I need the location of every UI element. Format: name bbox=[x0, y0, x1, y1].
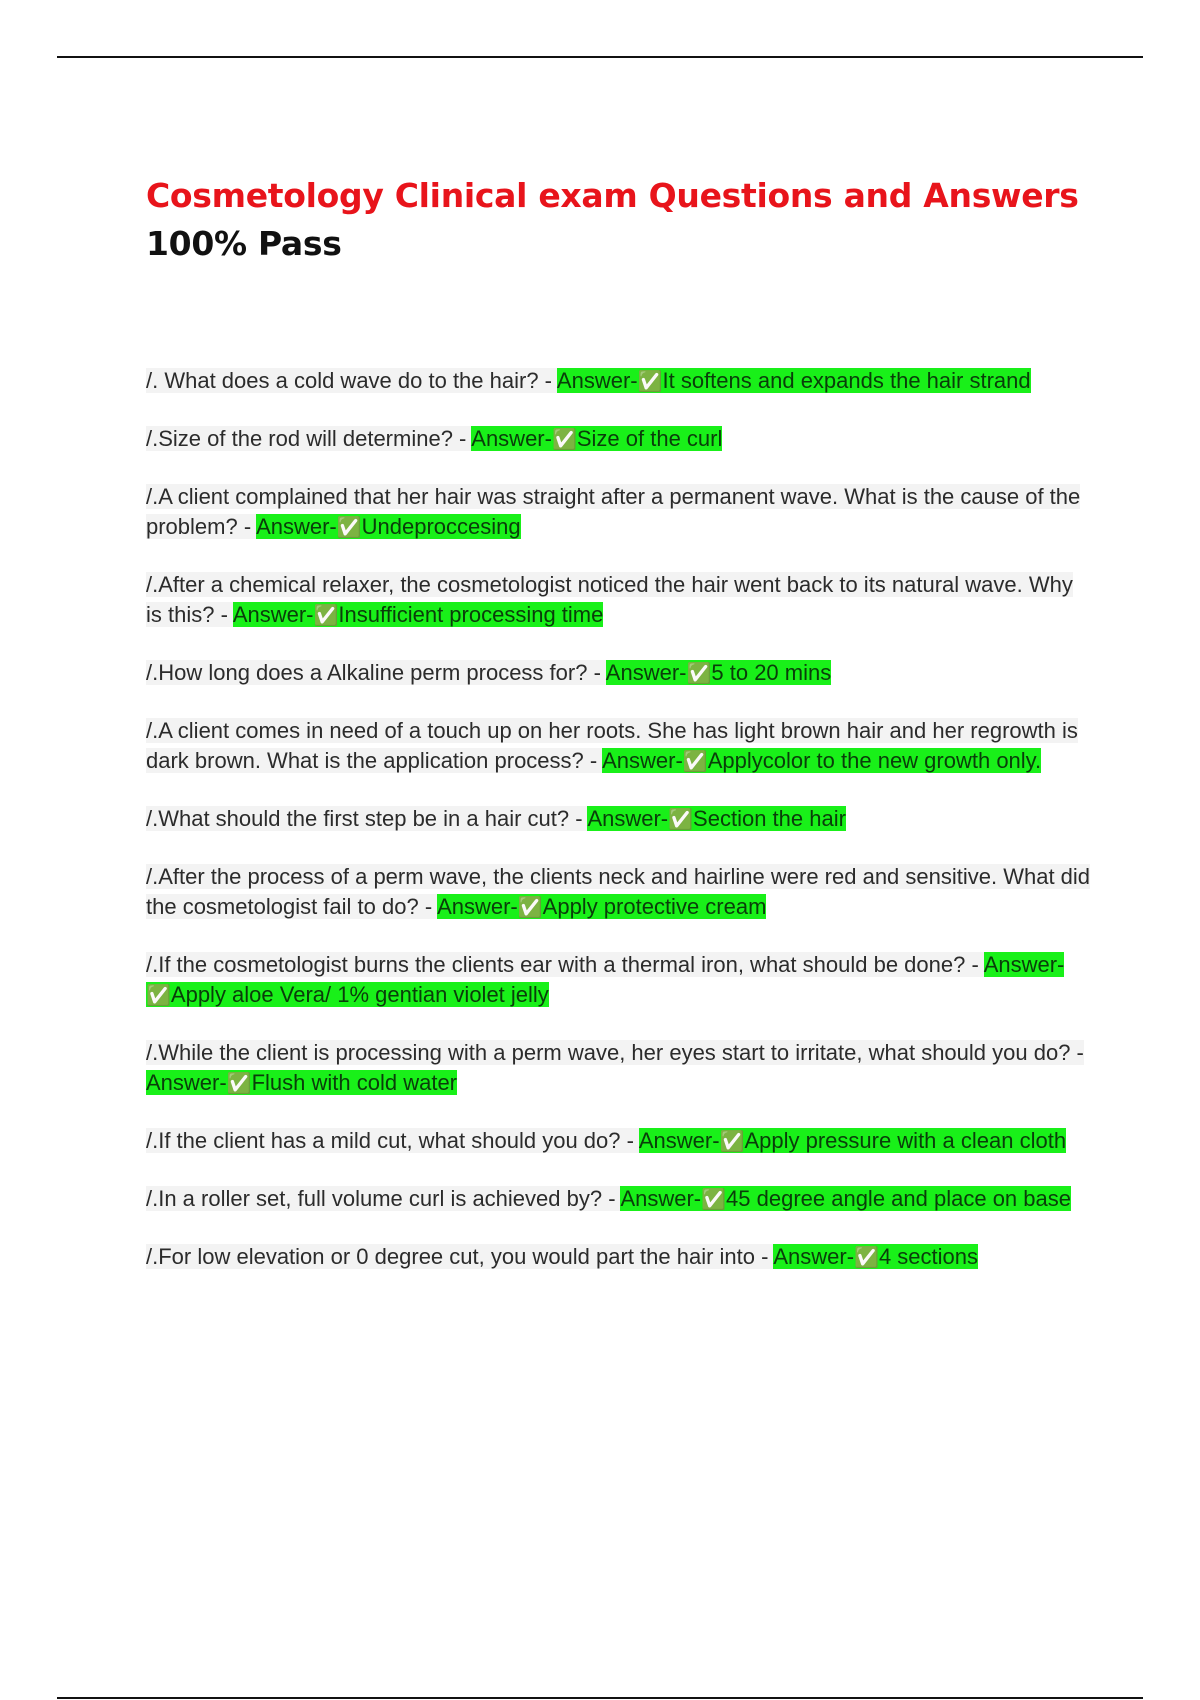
qa-item bbox=[146, 1038, 1091, 1099]
question-text: /.If the cosmetologist burns the clients ear with a thermal iron, what should be done? - bbox=[146, 952, 984, 977]
qa-item bbox=[146, 1126, 1091, 1157]
answer-highlight bbox=[602, 748, 1041, 773]
answer-prefix: Answer- bbox=[620, 1186, 702, 1211]
answer-prefix: Answer- bbox=[437, 894, 518, 919]
answer-text: Section the hair bbox=[693, 806, 846, 831]
check-icon: ✅ bbox=[517, 897, 543, 919]
qa-item bbox=[146, 862, 1091, 923]
question-text: /.In a roller set, full volume curl is achieved by? - bbox=[146, 1186, 621, 1211]
answer-text: Flush with cold water bbox=[251, 1070, 458, 1095]
answer-prefix: Answer- bbox=[587, 806, 669, 831]
answer-highlight bbox=[146, 1070, 457, 1095]
question-text: /.What should the first step be in a hair cut? - bbox=[146, 806, 588, 831]
answer-highlight bbox=[437, 894, 766, 919]
qa-item bbox=[146, 570, 1091, 631]
answer-prefix: Answer- bbox=[232, 602, 314, 627]
qa-item bbox=[146, 950, 1091, 1011]
qa-item bbox=[146, 804, 1091, 835]
answer-text: Apply aloe Vera/ 1% gentian violet jelly bbox=[170, 982, 549, 1007]
answer-prefix: Answer- bbox=[605, 660, 687, 685]
check-icon: ✅ bbox=[682, 751, 708, 773]
question-text: /.After the process of a perm wave, the clients neck and hairline were red and sensitive. What did the cosmetologist fail to do? - bbox=[146, 864, 1091, 919]
check-icon: ✅ bbox=[701, 1189, 727, 1211]
question-text: /.If the client has a mild cut, what should you do? - bbox=[146, 1128, 639, 1153]
answer-highlight bbox=[639, 1128, 1066, 1153]
check-icon: ✅ bbox=[226, 1073, 252, 1095]
answer-highlight bbox=[606, 660, 831, 685]
answer-text: Apply pressure with a clean cloth bbox=[744, 1128, 1067, 1153]
answer-text: 45 degree angle and place on base bbox=[726, 1186, 1071, 1211]
question-text: /.A client comes in need of a touch up on her roots. She has light brown hair and her regrowth is dark brown. What is the application process? - bbox=[146, 718, 1078, 773]
answer-highlight bbox=[620, 1186, 1071, 1211]
answer-prefix: Answer- bbox=[146, 1070, 227, 1095]
answer-text: Apply protective cream bbox=[542, 894, 767, 919]
answer-prefix: Answer- bbox=[256, 514, 337, 539]
check-icon: ✅ bbox=[686, 663, 712, 685]
question-text: /.While the client is processing with a perm wave, her eyes start to irritate, what should you do? - bbox=[146, 1040, 1084, 1065]
title-block bbox=[146, 172, 1106, 268]
qa-item bbox=[146, 716, 1091, 777]
answer-prefix: Answer- bbox=[602, 748, 683, 773]
document-title: Cosmetology Clinical exam Questions and Answers bbox=[146, 176, 1079, 215]
check-icon: ✅ bbox=[854, 1247, 879, 1269]
answer-prefix: Answer- bbox=[773, 1244, 855, 1269]
answer-prefix: Answer- bbox=[556, 368, 638, 393]
answer-text: 5 to 20 mins bbox=[711, 660, 832, 685]
answer-text: Undeproccesing bbox=[361, 514, 521, 539]
check-icon: ✅ bbox=[719, 1131, 745, 1153]
check-icon: ✅ bbox=[637, 371, 663, 393]
check-icon: ✅ bbox=[551, 429, 577, 451]
qa-item bbox=[146, 1242, 1091, 1273]
question-text: /. What does a cold wave do to the hair? - bbox=[146, 368, 557, 393]
answer-text: It softens and expands the hair strand bbox=[662, 368, 1031, 393]
check-icon: ✅ bbox=[146, 985, 171, 1007]
qa-list bbox=[146, 366, 1091, 1300]
question-text: /.For low elevation or 0 degree cut, you would part the hair into - bbox=[146, 1244, 774, 1269]
answer-highlight bbox=[557, 368, 1031, 393]
answer-text: 4 sections bbox=[878, 1244, 978, 1269]
check-icon: ✅ bbox=[336, 517, 362, 539]
question-text: /.How long does a Alkaline perm process for? - bbox=[146, 660, 606, 685]
qa-item bbox=[146, 482, 1091, 543]
answer-highlight bbox=[256, 514, 521, 539]
answer-text: Size of the curl bbox=[576, 426, 723, 451]
question-text: /.Size of the rod will determine? - bbox=[146, 426, 472, 451]
question-text: /.After a chemical relaxer, the cosmetologist noticed the hair went back to its natural wave. Why is this? - bbox=[146, 572, 1073, 627]
check-icon: ✅ bbox=[668, 809, 694, 831]
question-text: /.A client complained that her hair was straight after a permanent wave. What is the cause of the problem? - bbox=[146, 484, 1081, 539]
answer-text: Applycolor to the new growth only. bbox=[707, 748, 1042, 773]
top-rule bbox=[57, 56, 1143, 58]
answer-highlight bbox=[233, 602, 604, 627]
qa-item bbox=[146, 1184, 1091, 1215]
answer-prefix: Answer- bbox=[983, 952, 1065, 977]
qa-item bbox=[146, 424, 1091, 455]
answer-prefix: Answer- bbox=[471, 426, 552, 451]
qa-item bbox=[146, 658, 1091, 689]
answer-text: Insufficient processing time bbox=[338, 602, 604, 627]
answer-highlight bbox=[773, 1244, 978, 1269]
bottom-rule bbox=[57, 1697, 1143, 1699]
check-icon: ✅ bbox=[313, 605, 339, 627]
document-subtitle: 100% Pass bbox=[146, 224, 342, 263]
answer-highlight bbox=[471, 426, 722, 451]
answer-prefix: Answer- bbox=[638, 1128, 720, 1153]
qa-item bbox=[146, 366, 1091, 397]
answer-highlight bbox=[587, 806, 845, 831]
